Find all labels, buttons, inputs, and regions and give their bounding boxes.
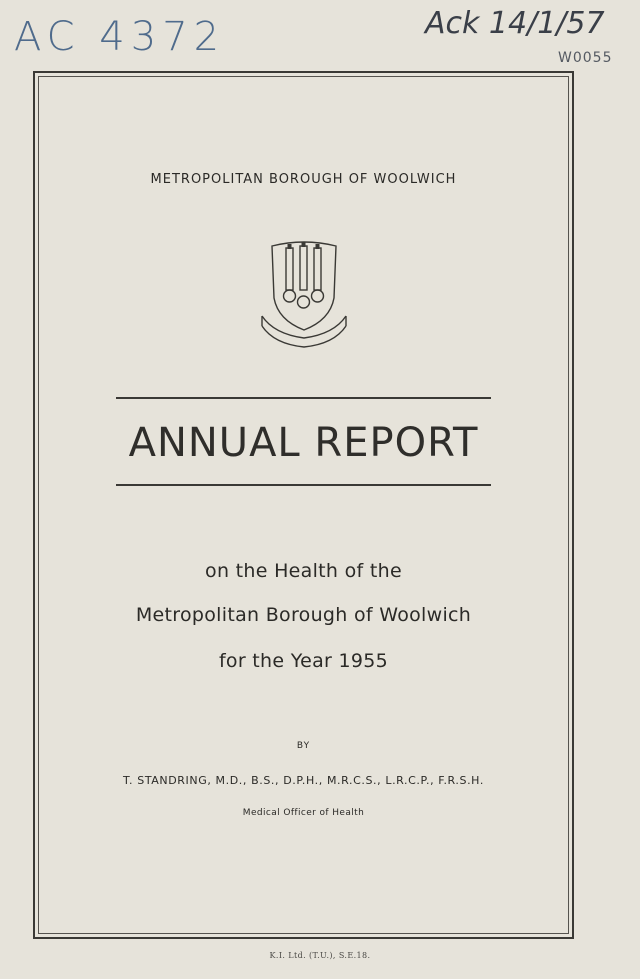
handwritten-code: W0055	[558, 50, 613, 66]
author-role: Medical Officer of Health	[242, 808, 365, 818]
title-rule-bottom	[116, 484, 491, 486]
printer-imprint: K.I. Ltd. (T.U.), S.E.18.	[269, 951, 371, 960]
author-name: T. STANDRING, M.D., B.S., D.P.H., M.R.C.S., L.R.C.P., F.R.S.H.	[123, 774, 484, 787]
borough-heading: METROPOLITAN BOROUGH OF WOOLWICH	[150, 172, 457, 187]
title-rule-top	[116, 397, 491, 399]
handwritten-accession-number: AC 4372	[14, 14, 226, 60]
borough-coat-of-arms-icon	[258, 238, 350, 348]
by-label: BY	[296, 741, 311, 751]
handwritten-ack-date: Ack 14/1/57	[425, 6, 605, 41]
cover-border-inner	[38, 76, 569, 934]
report-title: ANNUAL REPORT	[128, 420, 479, 466]
subtitle-line: Metropolitan Borough of Woolwich	[135, 604, 472, 626]
subtitle-line: for the Year 1955	[218, 650, 389, 672]
subtitle-line: on the Health of the	[205, 560, 402, 582]
